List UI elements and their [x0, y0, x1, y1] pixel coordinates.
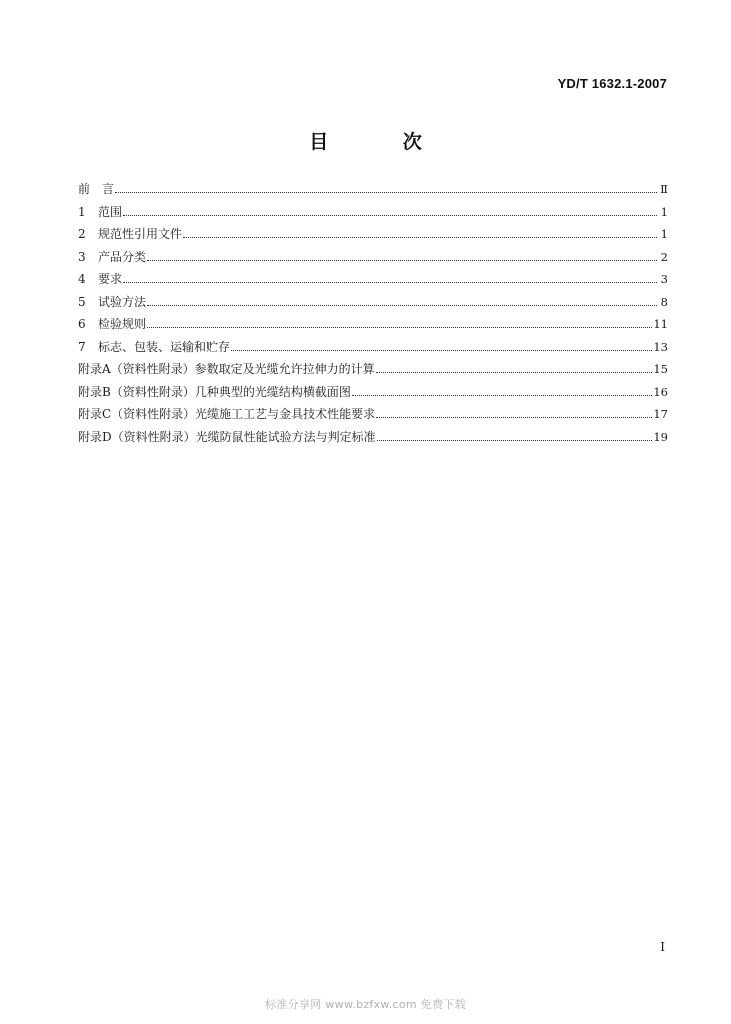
toc-entry-7[interactable] [78, 336, 668, 359]
toc-entry-label: 2 规范性引用文件 [78, 223, 182, 246]
page-number: I [660, 940, 665, 954]
toc-entry-page: Ⅱ [660, 182, 668, 196]
toc-dot-leader [147, 259, 657, 261]
toc-dot-leader [147, 326, 652, 328]
toc-entry-label: 5 试验方法 [78, 291, 146, 314]
toc-entry-4[interactable] [78, 268, 668, 291]
toc-entry-label: 4 要求 [78, 268, 122, 291]
toc-entry-appendix-a[interactable] [78, 358, 668, 381]
toc-entry-6[interactable] [78, 313, 668, 336]
toc-dot-leader [376, 416, 652, 418]
toc-entry-label: 3 产品分类 [78, 246, 146, 269]
toc-entry-3[interactable] [78, 246, 668, 269]
toc-entry-page: 3 [660, 272, 668, 286]
toc-entry-page: 17 [653, 407, 668, 421]
toc-entry-foreword[interactable] [78, 178, 668, 201]
toc-entry-label: 附录C（资料性附录）光缆施工工艺与金具技术性能要求 [78, 407, 376, 421]
toc-entry-label: 附录A（资料性附录）参数取定及光缆允许拉伸力的计算 [78, 362, 375, 376]
toc-dot-leader [147, 304, 657, 306]
watermark-text: 标准分享网 www.bzfxw.com 免费下载 [265, 998, 466, 1011]
toc-entry-number: 6 [78, 317, 86, 331]
toc-entry-page: 19 [653, 429, 668, 444]
toc-dot-leader [183, 236, 657, 238]
toc-dot-leader [376, 371, 653, 373]
toc-entry-number: 7 [78, 339, 86, 354]
toc-entry-1[interactable] [78, 201, 668, 224]
toc-entry-page: 11 [653, 317, 668, 331]
toc-entry-page: 1 [660, 204, 668, 219]
toc-entry-page: 8 [660, 294, 668, 309]
toc-entry-number: 5 [78, 294, 86, 309]
document-code: YD/T 1632.1-2007 [557, 76, 667, 91]
toc-entry-label: 7 标志、包装、运输和贮存 [78, 336, 230, 359]
toc-dot-leader [123, 281, 657, 283]
toc-dot-leader [377, 439, 653, 441]
toc-dot-leader [123, 214, 657, 216]
table-of-contents [78, 178, 668, 448]
page-title: 目 次 [309, 131, 456, 153]
toc-entry-label: 附录B（资料性附录）几种典型的光缆结构横截面图 [78, 384, 351, 399]
toc-entry-page: 15 [653, 362, 668, 376]
toc-entry-number: 1 [78, 204, 86, 219]
toc-entry-page: 1 [660, 227, 668, 241]
toc-dot-leader [352, 394, 653, 396]
toc-entry-label: 1 范围 [78, 201, 122, 224]
toc-entry-label: 6 检验规则 [78, 313, 146, 336]
toc-entry-number: 3 [78, 249, 86, 264]
toc-entry-appendix-b[interactable] [78, 381, 668, 404]
toc-entry-label: 附录D（资料性附录）光缆防鼠性能试验方法与判定标准 [78, 429, 376, 444]
toc-dot-leader [231, 349, 652, 351]
toc-entry-page: 13 [653, 339, 668, 354]
toc-entry-5[interactable] [78, 291, 668, 314]
toc-entry-page: 16 [653, 384, 668, 399]
toc-entry-page: 2 [660, 249, 668, 264]
toc-entry-number: 4 [78, 272, 86, 286]
toc-entry-appendix-d[interactable] [78, 426, 668, 449]
toc-entry-appendix-c[interactable] [78, 403, 668, 426]
toc-entry-2[interactable] [78, 223, 668, 246]
toc-entry-number: 2 [78, 227, 86, 241]
toc-entry-label: 前 言 [78, 182, 115, 196]
toc-dot-leader [115, 191, 657, 193]
